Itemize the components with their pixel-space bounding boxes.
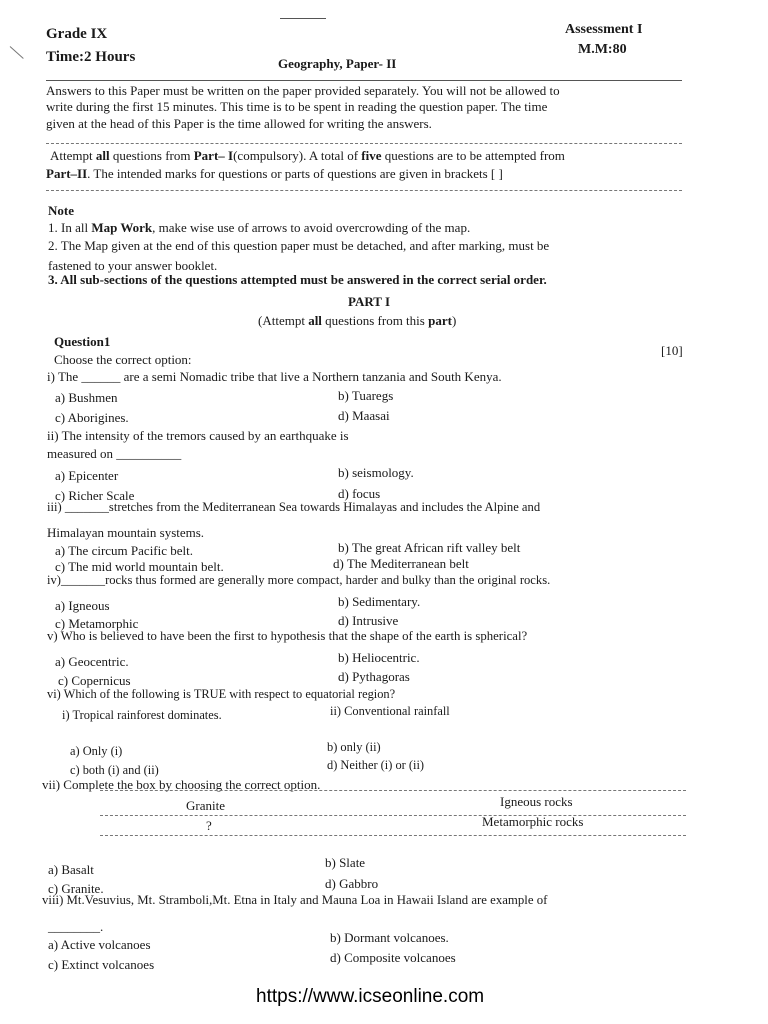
attempt-line-2 <box>46 166 503 182</box>
q2-option-d: d) focus <box>338 486 381 501</box>
q3-option-b: b) The great African rift valley belt <box>338 540 521 555</box>
instruction-line-3: given at the head of this Paper is the time allowed for writing the answers. <box>46 116 432 131</box>
q1-stem: i) The ______ are a semi Nomadic tribe that live a Northern tanzania and South Kenya. <box>47 369 502 384</box>
q3-stem-cont: Himalayan mountain systems. <box>47 525 205 540</box>
q7-option-a: a) Basalt <box>48 862 94 877</box>
q2-option-b: b) seismology. <box>338 465 414 480</box>
header-rule <box>46 80 682 81</box>
q7-box-r1-left: Granite <box>186 798 225 813</box>
grade-label: Grade IX <box>46 26 108 42</box>
corner-mark <box>10 46 24 59</box>
part-subtitle-all: all <box>308 313 322 328</box>
q6-option-a: a) Only (i) <box>70 744 123 758</box>
footer-url: https://www.icseonline.com <box>256 986 485 1007</box>
part-subtitle-text: (Attempt <box>258 313 309 328</box>
part-subtitle-text: ) <box>451 313 457 328</box>
note-item-2-cont: fastened to your answer booklet. <box>48 258 218 273</box>
q4-option-a: a) Igneous <box>55 598 110 613</box>
q8-stem-cont: ________. <box>48 919 104 934</box>
q3-option-a: a) The circum Pacific belt. <box>55 543 194 558</box>
note-item-1 <box>48 220 470 236</box>
attempt-text: questions from <box>109 148 194 163</box>
q7-box-top <box>100 790 686 791</box>
q7-option-c: c) Granite. <box>48 881 104 896</box>
q7-box-r2-right: Metamorphic rocks <box>482 814 584 829</box>
q8-option-c: c) Extinct volcanoes <box>48 957 155 972</box>
q2-option-c: c) Richer Scale <box>55 488 135 503</box>
q5-option-c: c) Copernicus <box>58 673 131 688</box>
q7-box-r2-left: ? <box>206 818 212 833</box>
attempt-line-1 <box>50 148 565 164</box>
q8-option-b: b) Dormant volcanoes. <box>330 930 449 945</box>
q4-stem: iv)_______rocks thus formed are generally more compact, harder and bulky than the original rocks. <box>47 573 551 587</box>
q7-option-d: d) Gabbro <box>325 876 379 891</box>
note-item-3: 3. All sub-sections of the questions attempted must be answered in the correct serial order. <box>48 272 547 287</box>
q5-stem: v) Who is believed to have been the first to hypothesis that the shape of the earth is spherical? <box>47 629 528 643</box>
q5-option-b: b) Heliocentric. <box>338 650 420 665</box>
attempt-all: all <box>95 148 110 163</box>
q1-option-c: c) Aborigines. <box>55 410 129 425</box>
q6-option-d: d) Neither (i) or (ii) <box>327 758 425 772</box>
q4-option-b: b) Sedimentary. <box>338 594 421 609</box>
q6-option-b: b) only (ii) <box>327 740 381 754</box>
q7-box-r1-right: Igneous rocks <box>500 794 573 809</box>
q2-option-a: a) Epicenter <box>55 468 119 483</box>
note-title: Note <box>48 203 74 218</box>
q3-option-c: c) The mid world mountain belt. <box>55 559 224 574</box>
q2-stem: ii) The intensity of the tremors caused by an earthquake is <box>47 428 349 443</box>
q7-stem: vii) Complete the box by choosing the correct option. <box>42 777 321 792</box>
q6-statement-ii: ii) Conventional rainfall <box>330 704 450 718</box>
instruction-divider <box>46 143 682 144</box>
q7-option-b: b) Slate <box>325 855 366 870</box>
time-label: Time:2 Hours <box>46 49 136 65</box>
question-title: Question1 <box>54 334 111 349</box>
q1-option-b: b) Tuaregs <box>338 388 394 403</box>
note-item-2: 2. The Map given at the end of this question paper must be detached, and after marking, must be <box>48 238 550 253</box>
part-subtitle <box>258 313 456 329</box>
q7-box-mid <box>100 815 686 816</box>
q6-stem: vi) Which of the following is TRUE with respect to equatorial region? <box>47 687 396 701</box>
instruction-line-2: write during the first 15 minutes. This time is to be spent in reading the question paper. The time <box>46 99 548 114</box>
note-divider <box>46 190 682 191</box>
note-map-work: Map Work <box>91 220 153 235</box>
q3-stem: iii) _______stretches from the Mediterranean Sea towards Himalayas and includes the Alpine and <box>47 500 541 514</box>
q3-option-d: d) The Mediterranean belt <box>333 556 469 571</box>
attempt-text: questions are to be attempted from <box>381 148 565 163</box>
note-text: 1. In all <box>48 220 92 235</box>
q8-option-d: d) Composite volcanoes <box>330 950 456 965</box>
attempt-five: five <box>361 148 382 163</box>
q1-option-a: a) Bushmen <box>55 390 118 405</box>
part-title: PART I <box>348 294 391 309</box>
q4-option-c: c) Metamorphic <box>55 616 139 631</box>
instruction-line-1: Answers to this Paper must be written on the paper provided separately. You will not be allowed to <box>46 83 560 98</box>
q8-stem: viii) Mt.Vesuvius, Mt. Stramboli,Mt. Etna in Italy and Mauna Loa in Hawaii Island are example of <box>42 893 548 907</box>
part-subtitle-text: questions from this <box>321 313 429 328</box>
attempt-part-ii: Part–II <box>46 166 88 181</box>
q1-option-d: d) Maasai <box>338 408 390 423</box>
attempt-part-i: Part– I <box>193 148 234 163</box>
max-marks-label: M.M:80 <box>578 42 627 57</box>
q2-stem-cont: measured on __________ <box>47 446 182 461</box>
q5-option-a: a) Geocentric. <box>55 654 129 669</box>
part-subtitle-part: part <box>428 313 452 328</box>
attempt-text: . The intended marks for questions or parts of questions are given in brackets [ ] <box>87 166 503 181</box>
paper-title: Geography, Paper- II <box>278 56 397 71</box>
assessment-label: Assessment I <box>565 22 643 37</box>
question-prompt: Choose the correct option: <box>54 352 192 367</box>
q6-option-c: c) both (i) and (ii) <box>70 763 159 777</box>
top-divider <box>280 18 326 19</box>
q8-option-a: a) Active volcanoes <box>48 937 151 952</box>
note-text: , make wise use of arrows to avoid overcrowding of the map. <box>152 220 471 235</box>
attempt-text: Attempt <box>50 148 96 163</box>
q6-statement-i: i) Tropical rainforest dominates. <box>62 708 222 722</box>
attempt-text: (compulsory). A total of <box>233 148 362 163</box>
q7-box-bottom <box>100 835 686 836</box>
q5-option-d: d) Pythagoras <box>338 669 410 684</box>
question-marks: [10] <box>661 343 683 358</box>
q4-option-d: d) Intrusive <box>338 613 399 628</box>
